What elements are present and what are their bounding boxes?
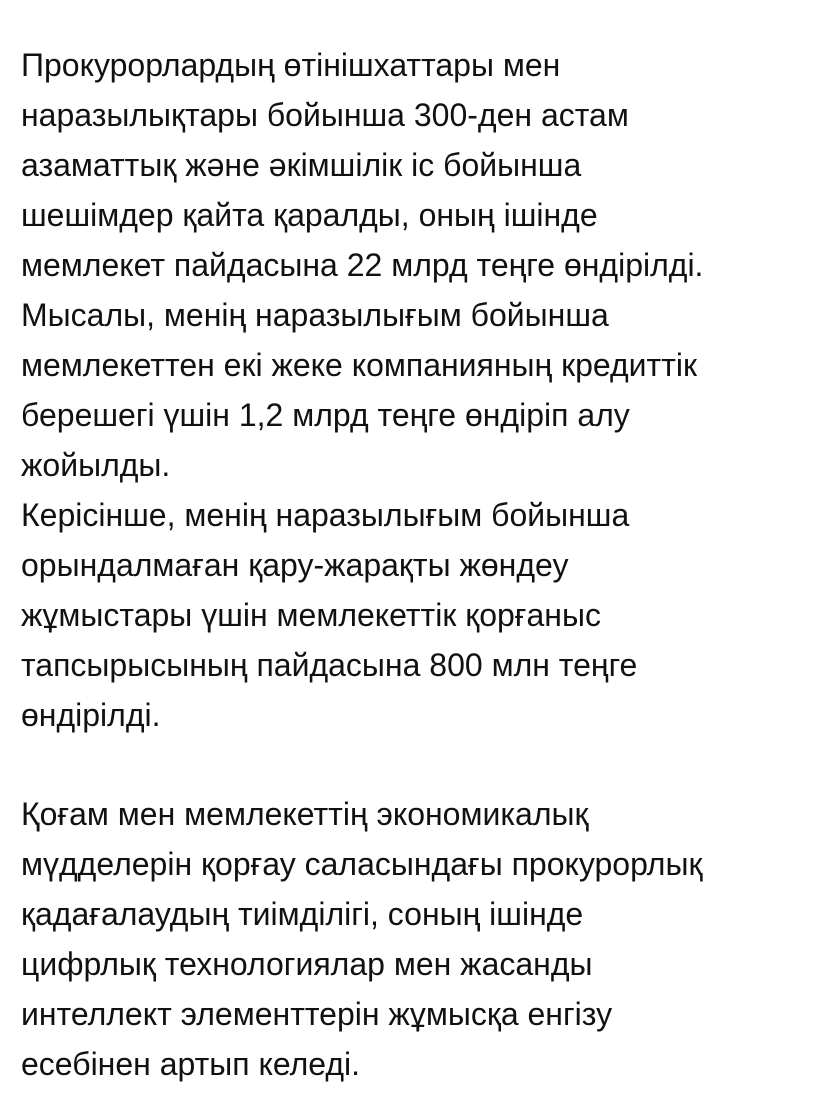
text-line: мемлекеттен екі жеке компанияның кредиттік [21, 347, 697, 383]
text-line: берешегі үшін 1,2 млрд теңге өндіріп алу [21, 397, 630, 433]
text-line: тапсырысының пайдасына 800 млн теңге [21, 647, 638, 683]
text-line: есебінен артып келеді. [21, 1046, 360, 1082]
paragraph [21, 789, 821, 1089]
text-line: шешімдер қайта қаралды, оның ішінде [21, 197, 598, 233]
text-line: Қоғам мен мемлекеттің экономикалық [21, 796, 589, 832]
text-line: Мысалы, менің наразылығым бойынша [21, 297, 609, 333]
text-line: цифрлық технологиялар мен жасанды [21, 946, 593, 982]
paragraph-gap [21, 740, 821, 789]
article-text [21, 40, 821, 1089]
text-line: наразылықтары бойынша 300-ден астам [21, 97, 629, 133]
text-line: Прокурорлардың өтінішхаттары мен [21, 47, 561, 83]
text-line: өндірілді. [21, 697, 161, 733]
paragraph [21, 40, 821, 740]
text-line: жұмыстары үшін мемлекеттік қорғаныс [21, 597, 601, 633]
text-line: мемлекет пайдасына 22 млрд теңге өндірілді. [21, 247, 704, 283]
text-line: орындалмаған қару-жарақты жөндеу [21, 547, 569, 583]
text-line: интеллект элементтерін жұмысқа енгізу [21, 996, 613, 1032]
text-line: Керісінше, менің наразылығым бойынша [21, 497, 630, 533]
text-line: қадағалаудың тиімділігі, соның ішінде [21, 896, 584, 932]
text-line: азаматтық және әкімшілік іс бойынша [21, 147, 582, 183]
text-line: мүдделерін қорғау саласындағы прокурорлық [21, 846, 703, 882]
text-line: жойылды. [21, 447, 171, 483]
